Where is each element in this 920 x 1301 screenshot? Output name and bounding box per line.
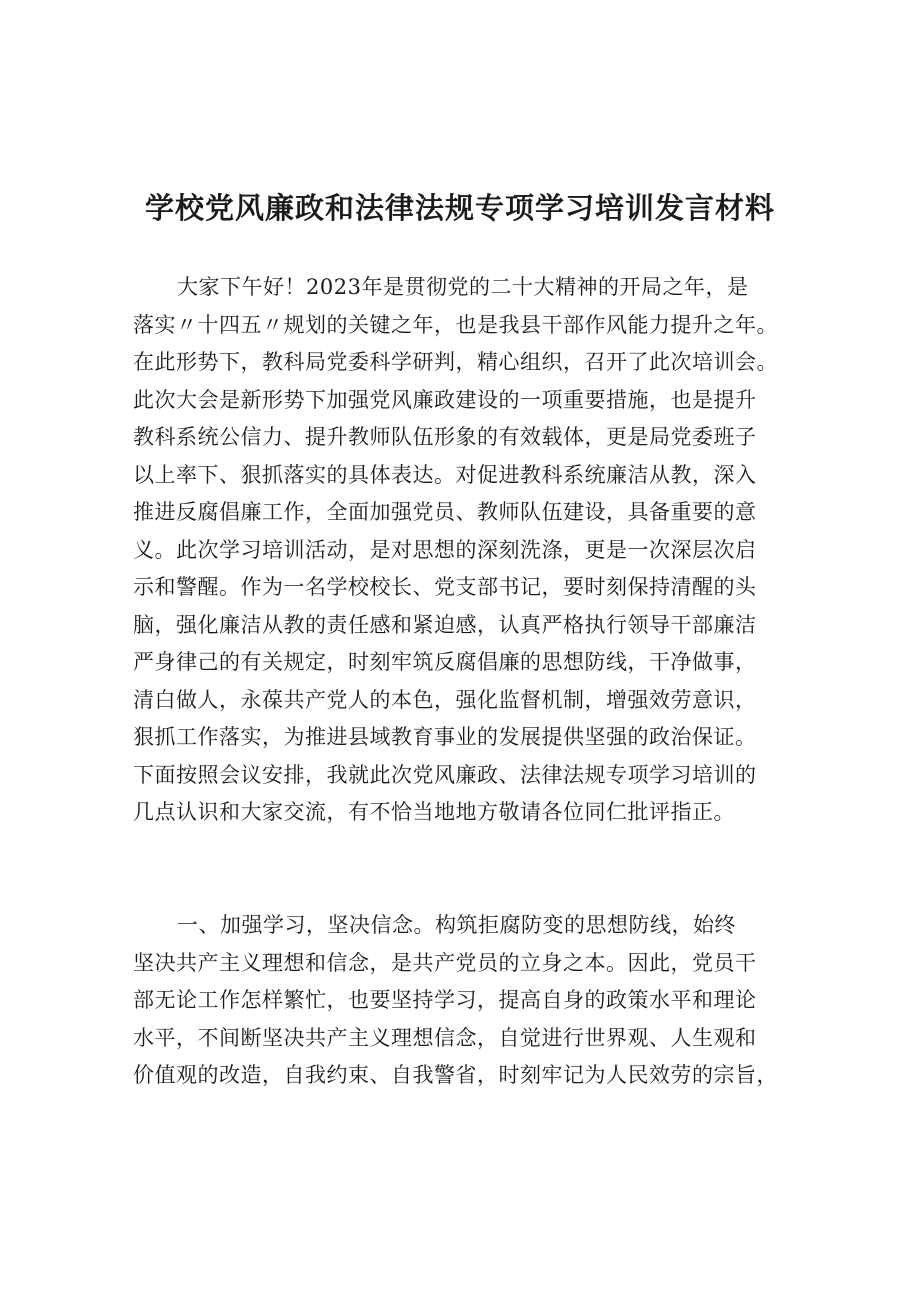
text-line: 水平，不间断坚决共产主义理想信念，自觉进行世界观、人生观和 [133, 1025, 757, 1050]
text-line: 脑，强化廉洁从教的责任感和紧迫感，认真严格执行领导干部廉洁 [133, 612, 757, 637]
text-line: 下面按照会议安排，我就此次党风廉政、法律法规专项学习培训的 [133, 762, 757, 787]
text-line: 一、加强学习，坚决信念。构筑拒腐防变的思想防线，始终 [177, 913, 736, 937]
text-line: 清白做人，永葆共产党人的本色，强化监督机制，增强效劳意识， [133, 687, 757, 712]
text-line: 几点认识和大家交流，有不恰当地地方敬请各位同仁批评指正。 [133, 800, 735, 824]
text-line: 此次大会是新形势下加强党风廉政建设的一项重要措施，也是提升 [133, 387, 757, 412]
text-line: 义。此次学习培训活动，是对思想的深刻洗涤，更是一次深层次启 [133, 537, 757, 562]
paragraph-intro [133, 269, 803, 832]
text-line: 以上率下、狠抓落实的具体表达。对促进教科系统廉洁从教，深入 [133, 462, 757, 487]
document-title: 学校党风廉政和法律法规专项学习培训发言材料 [144, 191, 775, 225]
text-line: 严身律己的有关规定，时刻牢筑反腐倡廉的思想防线，干净做事， [133, 650, 757, 674]
text-line: 部无论工作怎样繁忙，也要坚持学习，提高自身的政策水平和理论 [133, 988, 757, 1012]
text-line: 坚决共产主义理想和信念，是共产党员的立身之本。因此，党员干 [133, 950, 757, 975]
text-line: 价值观的改造，自我约束、自我警省，时刻牢记为人民效劳的宗旨， [133, 1063, 778, 1087]
text-line: 落实〃十四五〃规划的关键之年，也是我县干部作风能力提升之年。 [133, 312, 778, 337]
text-line: 在此形势下，教科局党委科学研判，精心组织，召开了此次培训会。 [133, 350, 778, 374]
text-line: 狠抓工作落实，为推进县域教育事业的发展提供坚强的政治保证。 [133, 725, 757, 749]
text-line: 示和警醒。作为一名学校校长、党支部书记，要时刻保持清醒的头 [133, 575, 757, 599]
text-line: 大家下午好！2023年是贯彻党的二十大精神的开局之年，是 [177, 275, 749, 299]
text-line: 推进反腐倡廉工作，全面加强党员、教师队伍建设，具备重要的意 [133, 500, 757, 524]
paragraph-section-one [133, 907, 803, 1095]
text-line: 教科系统公信力、提升教师队伍形象的有效载体，更是局党委班子 [133, 425, 757, 449]
